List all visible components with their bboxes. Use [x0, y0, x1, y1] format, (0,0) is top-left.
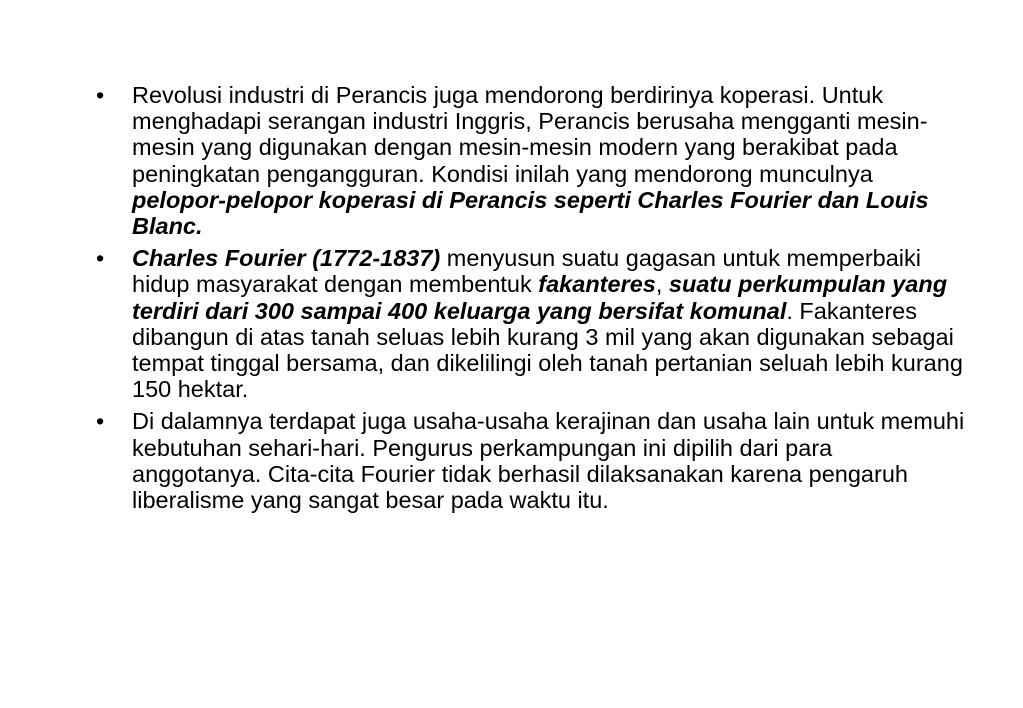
bullet-marker: • [96, 82, 105, 108]
bullet-1-bold-text: pelopor-pelopor koperasi di Perancis seperti Charles Fourier dan Louis Blanc. [132, 186, 929, 240]
bullet-2-text-a: menyusun suatu gagasan untuk memperbaiki hidup masyarakat dengan membentuk [132, 245, 921, 298]
bullet-3-text: Di dalamnya terdapat juga usaha-usaha kerajinan dan usaha lain untuk memuhi kebutuhan sehari-hari. Pengurus perkampungan ini dipilih dari para anggotanya. Cita-cita Fourier tidak berhasil dilaksanakan karena pengaruh liberalisme yang sangat besar pada waktu itu. [132, 408, 965, 514]
bullet-2-bold-term: fakanteres [538, 271, 656, 298]
bullet-list [96, 82, 966, 519]
bullet-2-bold-name: Charles Fourier (1772-1837) [132, 245, 441, 272]
bullet-1-text: Revolusi industri di Perancis juga mendorong berdirinya koperasi. Untuk menghadapi serangan industri Inggris, Perancis berusaha mengganti mesin-mesin yang digunakan dengan mesin-mesin modern yang berakibat pada peningkatan pengangguran. Kondisi inilah yang mendorong munculnya [132, 82, 928, 187]
bullet-2-comma: , [655, 271, 669, 298]
bullet-marker: • [96, 408, 105, 435]
bullet-item-2 [96, 245, 966, 402]
bullet-item-1 [96, 82, 966, 239]
bullet-2-bold-definition: suatu perkumpulan yang terdiri dari 300 sampai 400 keluarga yang bersifat komunal [132, 271, 948, 324]
bullet-2-text-b: . Fakanteres dibangun di atas tanah seluas lebih kurang 3 mil yang akan digunakan sebagai tempat tinggal bersama, dan dikelilingi oleh tanah pertanian seluah lebih kurang 150 hektar. [132, 297, 963, 403]
bullet-marker: • [96, 245, 105, 272]
bullet-item-3 [96, 408, 966, 513]
